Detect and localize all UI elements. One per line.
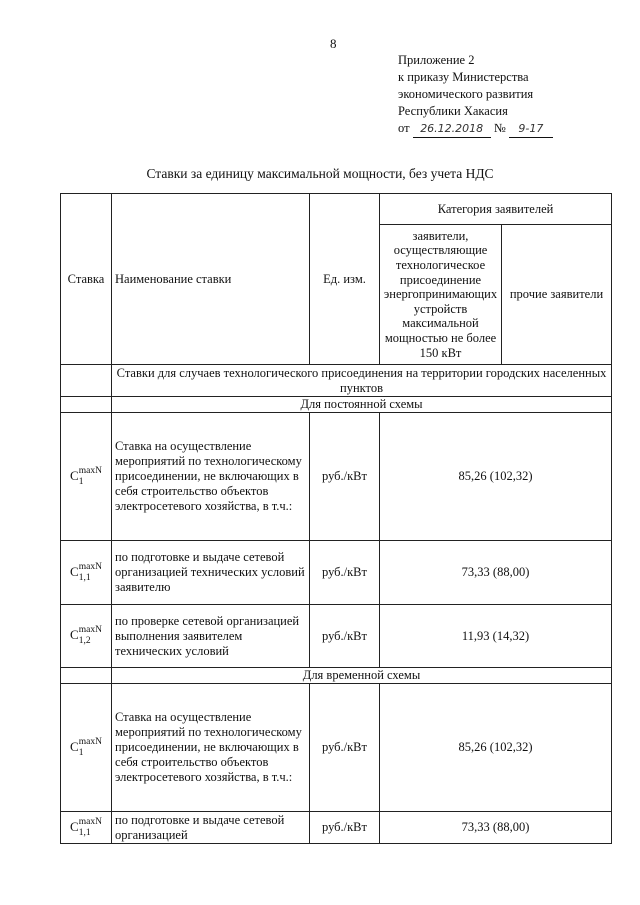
rate-unit: руб./кВт (310, 413, 380, 541)
rate-unit: руб./кВт (310, 684, 380, 812)
header-category-other: прочие заявители (502, 225, 612, 365)
rate-name: Ставка на осуществление мероприятий по технологическому присоединении, не включающих в себя строительство объектов электросетевого хозяйства, в т.ч.: (112, 413, 310, 541)
appendix-block (398, 52, 553, 138)
rate-value: 11,93 (14,32) (380, 605, 612, 668)
appendix-line-4: Республики Хакасия (398, 104, 508, 118)
table-row (61, 812, 612, 844)
number-prefix: № (493, 121, 506, 135)
order-number-field (509, 120, 553, 138)
permanent-empty-cell (61, 397, 112, 413)
header-category: Категория заявителей (380, 194, 612, 225)
rate-unit: руб./кВт (310, 541, 380, 605)
header-category-small: заявители, осуществляющие технологическое присоединение энергопринимающих устройств максимальной мощностью не более 150 кВт (380, 225, 502, 365)
appendix-line-1: Приложение 2 (398, 53, 475, 67)
table-row (61, 605, 612, 668)
document-title: Ставки за единицу максимальной мощности, без учета НДС (146, 166, 494, 181)
rate-name: Ставка на осуществление мероприятий по технологическому присоединении, не включающих в себя строительство объектов электросетевого хозяйства, в т.ч.: (112, 684, 310, 812)
header-name: Наименование ставки (112, 194, 310, 365)
header-unit: Ед. изм. (310, 194, 380, 365)
permanent-scheme-title: Для постоянной схемы (112, 397, 612, 413)
rate-symbol: C maxN 1 (61, 684, 112, 812)
section-row (61, 365, 612, 397)
rate-unit: руб./кВт (310, 605, 380, 668)
handwritten-number: 9-17 (518, 122, 544, 135)
header-rate: Ставка (61, 194, 112, 365)
rate-symbol: C maxN 1,2 (61, 605, 112, 668)
rate-name: по проверке сетевой организацией выполнения заявителем технических условий (112, 605, 310, 668)
rates-table (60, 193, 612, 844)
order-date-field (413, 120, 491, 138)
rate-name: по подготовке и выдаче сетевой организацией технических условий заявителю (112, 541, 310, 605)
page-number: 8 (330, 36, 337, 51)
appendix-line-3: экономического развития (398, 87, 534, 101)
rate-unit: руб./кВт (310, 812, 380, 844)
section-title: Ставки для случаев технологического присоединения на территории городских населенных пунктов (112, 365, 612, 397)
rate-symbol: C maxN 1,1 (61, 541, 112, 605)
rate-value: 73,33 (88,00) (380, 541, 612, 605)
temporary-title-row (61, 668, 612, 684)
table-row (61, 541, 612, 605)
order-date-line (398, 120, 553, 138)
table-row (61, 684, 612, 812)
rate-symbol: C maxN 1,1 (61, 812, 112, 844)
rate-value: 73,33 (88,00) (380, 812, 612, 844)
temporary-empty-cell (61, 668, 112, 684)
date-prefix: от (398, 121, 410, 135)
permanent-title-row (61, 397, 612, 413)
handwritten-date: 26.12.2018 (420, 122, 484, 135)
rate-value: 85,26 (102,32) (380, 684, 612, 812)
temporary-scheme-title: Для временной схемы (112, 668, 612, 684)
section-empty-cell (61, 365, 112, 397)
table-row (61, 413, 612, 541)
appendix-line-2: к приказу Министерства (398, 70, 529, 84)
header-row (61, 194, 612, 225)
rate-name: по подготовке и выдаче сетевой организацией (112, 812, 310, 844)
rate-value: 85,26 (102,32) (380, 413, 612, 541)
rate-symbol: C maxN 1 (61, 413, 112, 541)
